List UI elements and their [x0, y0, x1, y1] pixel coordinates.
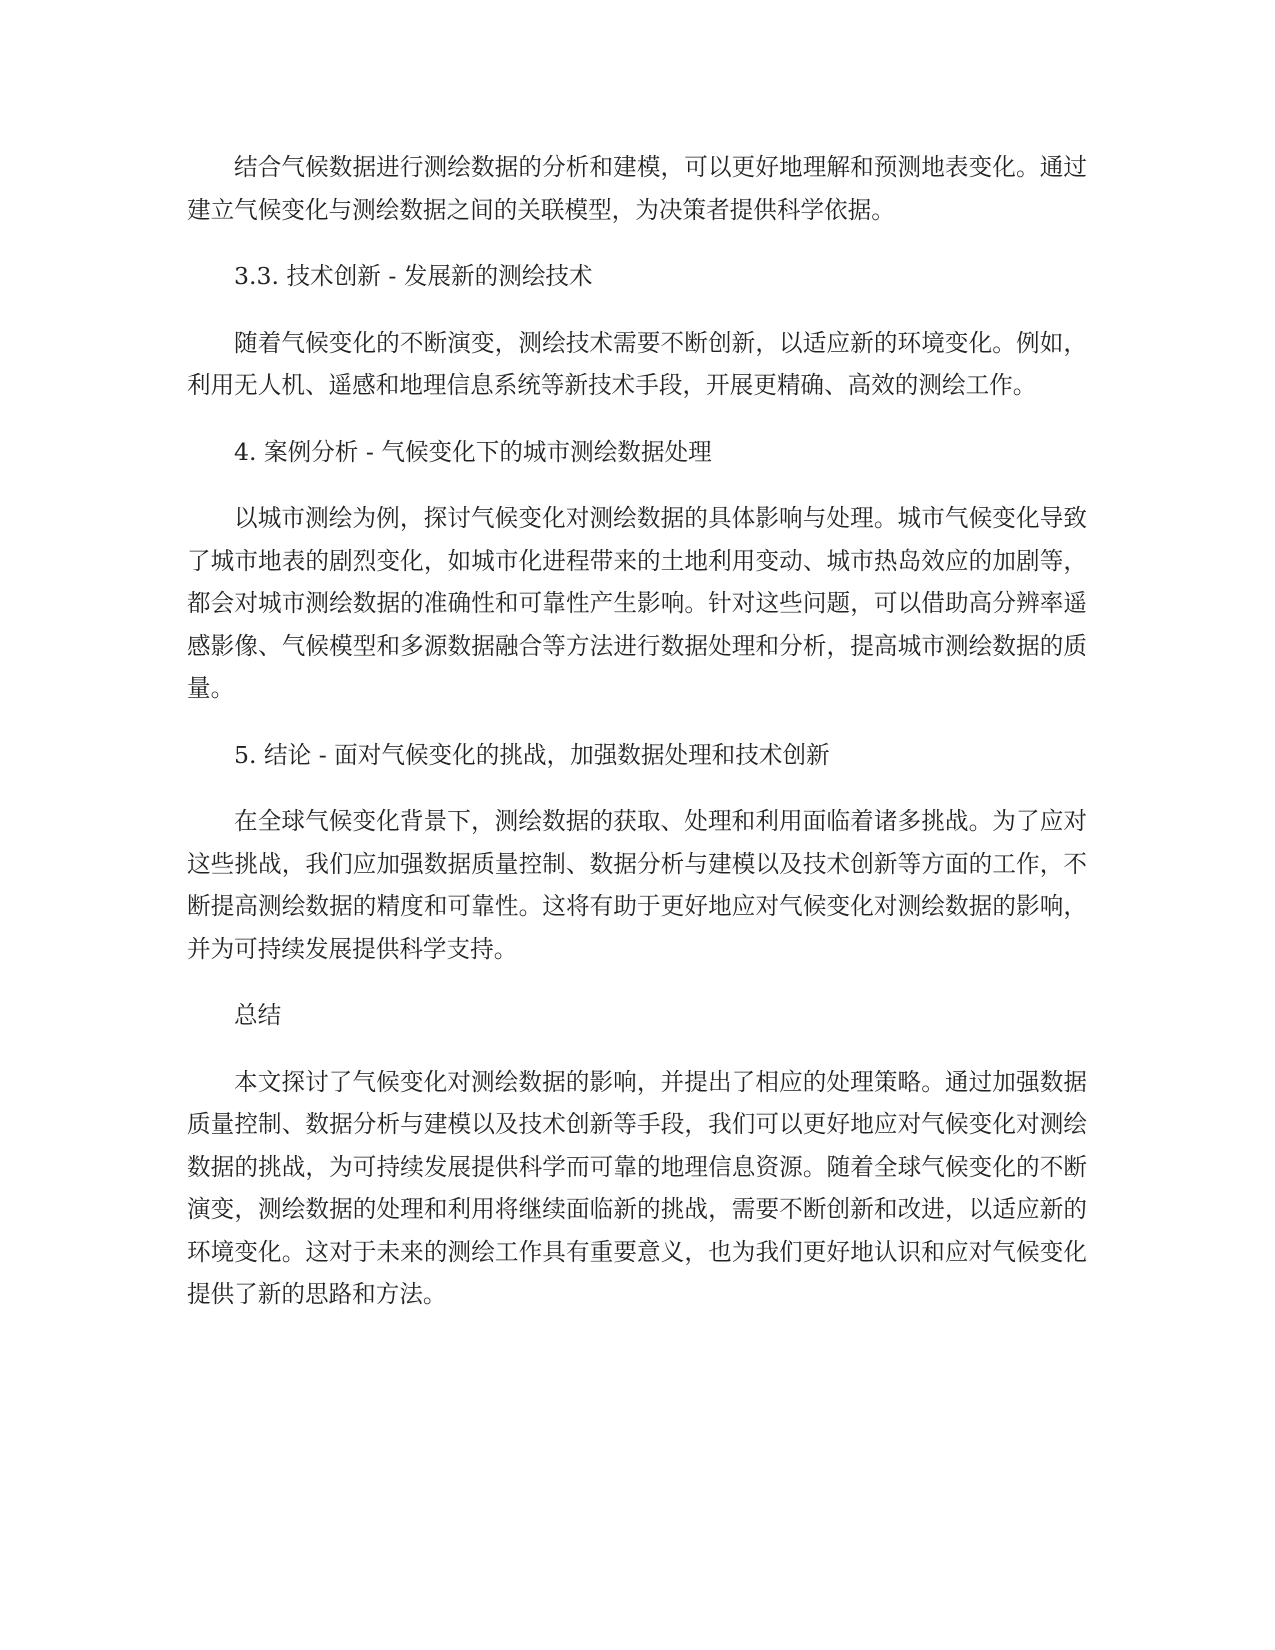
paragraph-case-study: 以城市测绘为例，探讨气候变化对测绘数据的具体影响与处理。城市气候变化导致了城市地表的剧烈变化，如城市化进程带来的土地利用变动、城市热岛效应的加剧等，都会对城市测绘数据的准确性和可靠性产生影响。针对这些问题，可以借助高分辨率遥感影像、气候模型和多源数据融合等方法进行数据处理和分析，提高城市测绘数据的质量。 — [187, 504, 1087, 702]
document-body — [187, 146, 1087, 1340]
paragraph-analysis-modeling: 结合气候数据进行测绘数据的分析和建模，可以更好地理解和预测地表变化。通过建立气候变化与测绘数据之间的关联模型，为决策者提供科学依据。 — [187, 153, 1087, 224]
paragraph-tech-innovation: 随着气候变化的不断演变，测绘技术需要不断创新，以适应新的环境变化。例如，利用无人机、遥感和地理信息系统等新技术手段，开展更精确、高效的测绘工作。 — [187, 328, 1087, 399]
heading-summary: 总结 — [234, 1001, 282, 1029]
heading-5: 5. 结论 - 面对气候变化的挑战，加强数据处理和技术创新 — [234, 740, 830, 769]
heading-3-3: 3.3. 技术创新 - 发展新的测绘技术 — [234, 262, 593, 290]
heading-4: 4. 案例分析 - 气候变化下的城市测绘数据处理 — [234, 437, 712, 466]
paragraph-conclusion: 在全球气候变化背景下，测绘数据的获取、处理和利用面临着诸多挑战。为了应对这些挑战，我们应加强数据质量控制、数据分析与建模以及技术创新等方面的工作，不断提高测绘数据的精度和可靠性。这将有助于更好地应对气候变化对测绘数据的影响，并为可持续发展提供科学支持。 — [187, 807, 1087, 963]
paragraph-summary: 本文探讨了气候变化对测绘数据的影响，并提出了相应的处理策略。通过加强数据质量控制、数据分析与建模以及技术创新等手段，我们可以更好地应对气候变化对测绘数据的挑战，为可持续发展提供科学而可靠的地理信息资源。随着全球气候变化的不断演变，测绘数据的处理和利用将继续面临新的挑战，需要不断创新和改进，以适应新的环境变化。这对于未来的测绘工作具有重要意义，也为我们更好地认识和应对气候变化提供了新的思路和方法。 — [187, 1067, 1087, 1308]
